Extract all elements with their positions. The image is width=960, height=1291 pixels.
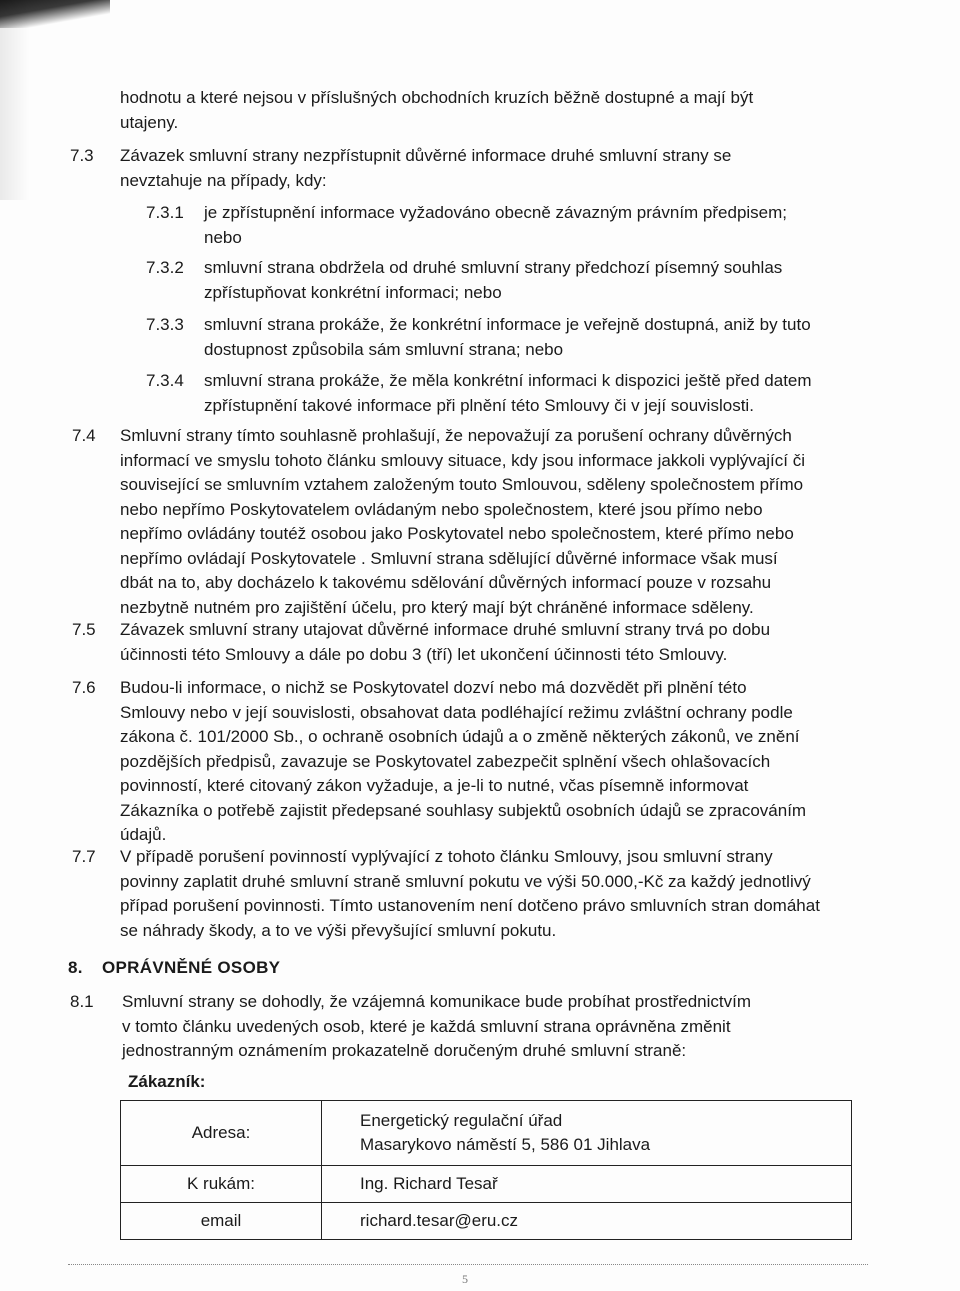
- continuation-paragraph: [120, 86, 858, 135]
- clause-number: 7.6: [72, 678, 96, 697]
- section-title: OPRÁVNĚNÉ OSOBY: [102, 958, 281, 977]
- clause-number: 7.4: [72, 426, 96, 445]
- scan-edge-shadow: [0, 0, 30, 200]
- clause-7-7: [120, 845, 862, 943]
- paragraph-line: smluvní strana prokáže, že měla konkrétní informaci k dispozici ještě před datem: [204, 371, 812, 390]
- paragraph-line: utajeny.: [120, 112, 179, 132]
- paragraph-line: dbát na to, aby docházelo k takovému sdělování důvěrných informací pouze v rozsahu: [120, 573, 772, 592]
- clause-7-3-4: [204, 369, 860, 418]
- paragraph-line: Závazek smluvní strany utajovat důvěrné informace druhé smluvní strany trvá po dobu: [120, 620, 771, 639]
- paragraph-line: se náhrady škody, a to ve výši převyšující smluvní pokutu.: [120, 920, 557, 940]
- table-row: [121, 1101, 852, 1166]
- table-row: [121, 1203, 852, 1240]
- paragraph-line: Smluvní strany tímto souhlasně prohlašují, že nepovažují za porušení ochrany důvěrných: [120, 426, 792, 445]
- section-number: 8.: [68, 958, 83, 977]
- paragraph-line: případ porušení povinnosti. Tímto ustanovením není dotčeno právo smluvních stran domáhat: [120, 896, 820, 915]
- clause-7-3-3: [204, 313, 860, 362]
- paragraph-line: účinnosti této Smlouvy a dále po dobu 3 (tří) let ukončení účinnosti této Smlouvy.: [120, 644, 728, 664]
- attention-value: Ing. Richard Tesař: [322, 1166, 852, 1203]
- table-row: [121, 1166, 852, 1203]
- paragraph-line: Budou-li informace, o nichž se Poskytovatel dozví nebo má dozvědět při plnění této: [120, 678, 747, 697]
- customer-label: Zákazník:: [128, 1072, 206, 1091]
- clause-7-4: [120, 424, 860, 620]
- paragraph-line: nepřímo ovládány toutéž osobou jako Poskytovatel nebo společnostem, které přímo nebo: [120, 524, 794, 543]
- clause-7-3-2: [204, 256, 860, 305]
- paragraph-line: povinny zaplatit druhé smluvní straně smluvní pokutu ve výši 50.000,-Kč za každý jednotlivý: [120, 871, 811, 891]
- clause-7-3: [120, 144, 858, 193]
- paragraph-line: související se smluvním vztahem založeným touto Smlouvou, sděleny společnostem přímo: [120, 475, 804, 494]
- clause-8-1: [122, 990, 862, 1064]
- clause-number: 7.3.4: [146, 371, 184, 390]
- paragraph-line: smluvní strana prokáže, že konkrétní informace je veřejně dostupná, aniž by tuto: [204, 315, 811, 334]
- paragraph-line: Smlouvy nebo v její souvislosti, obsahovat data podléhající režimu zvláštní ochrany podle: [120, 702, 793, 722]
- clause-7-5: [120, 618, 860, 667]
- address-label: Adresa:: [121, 1101, 322, 1166]
- attention-label: K rukám:: [121, 1166, 322, 1203]
- paragraph-line: pozdějších předpisů, zavazuje se Poskytovatel zabezpečit splnění všech ohlašovacích: [120, 751, 771, 771]
- clause-number: 7.7: [72, 847, 96, 866]
- paragraph-line: nebo nepřímo Poskytovatelem ovládaným nebo společnostem, které jsou přímo nebo: [120, 499, 763, 519]
- paragraph-line: jednostranným oznámením prokazatelně doručeným druhé smluvní straně:: [122, 1041, 687, 1060]
- address-line: Masarykovo náměstí 5, 586 01 Jihlava: [360, 1135, 651, 1154]
- clause-number: 7.5: [72, 620, 96, 639]
- section-heading: [68, 958, 280, 978]
- clause-number: 7.3.3: [146, 315, 184, 334]
- contact-table: [120, 1100, 852, 1240]
- email-value: richard.tesar@eru.cz: [322, 1203, 852, 1240]
- paragraph-line: nezbytně nutném pro zajištění účelu, pro který mají být chráněné informace sděleny.: [120, 597, 754, 617]
- paragraph-line: dostupnost způsobila sám smluvní strana; nebo: [204, 339, 564, 359]
- paragraph-line: nevztahuje na případy, kdy:: [120, 170, 327, 190]
- paragraph-line: zpřístupňovat konkrétní informaci; nebo: [204, 282, 502, 302]
- clause-7-3-1: [204, 201, 856, 250]
- paragraph-line: zákona č. 101/2000 Sb., o ochraně osobních údajů a o změně některých zákonů, ve znění: [120, 727, 800, 746]
- clause-7-6: [120, 676, 860, 848]
- paragraph-line: V případě porušení povinností vyplývající z tohoto článku Smlouvy, jsou smluvní strany: [120, 847, 773, 866]
- paragraph-line: nepřímo ovládají Poskytovatele . Smluvní strana sdělující důvěrné informace však musí: [120, 548, 778, 568]
- paragraph-line: Smluvní strany se dohodly, že vzájemná komunikace bude probíhat prostřednictvím: [122, 992, 751, 1011]
- paragraph-line: Závazek smluvní strany nezpřístupnit důvěrné informace druhé smluvní strany se: [120, 146, 732, 165]
- paragraph-line: údajů.: [120, 825, 167, 844]
- paragraph-line: smluvní strana obdržela od druhé smluvní strany předchozí písemný souhlas: [204, 258, 783, 277]
- paragraph-line: povinností, které citovaný zákon vyžaduje, a je-li to nutné, včas písemně informovat: [120, 776, 749, 795]
- clause-number: 7.3: [70, 146, 94, 165]
- paragraph-line: hodnotu a které nejsou v příslušných obchodních kruzích běžně dostupné a mají být: [120, 88, 754, 107]
- address-value: [322, 1101, 852, 1166]
- paragraph-line: Zákazníka o potřebě zajistit předepsané souhlasy subjektů osobních údajů se zpracováním: [120, 800, 807, 820]
- clause-number: 8.1: [70, 992, 94, 1011]
- paragraph-line: v tomto článku uvedených osob, které je každá smluvní strana oprávněna změnit: [122, 1016, 731, 1036]
- paragraph-line: nebo: [204, 227, 242, 247]
- paragraph-line: informací ve smyslu tohoto článku smlouvy situace, kdy jsou informace jakkoli vyplývající či: [120, 450, 805, 470]
- footer-divider: [68, 1264, 868, 1265]
- page-number: 5: [462, 1272, 468, 1286]
- clause-number: 7.3.1: [146, 203, 184, 222]
- clause-number: 7.3.2: [146, 258, 184, 277]
- paragraph-line: zpřístupnění takové informace při plnění této Smlouvy či v její souvislosti.: [204, 395, 754, 415]
- paragraph-line: je zpřístupnění informace vyžadováno obecně závazným právním předpisem;: [204, 203, 788, 222]
- email-label: email: [121, 1203, 322, 1240]
- address-line: Energetický regulační úřad: [360, 1111, 563, 1130]
